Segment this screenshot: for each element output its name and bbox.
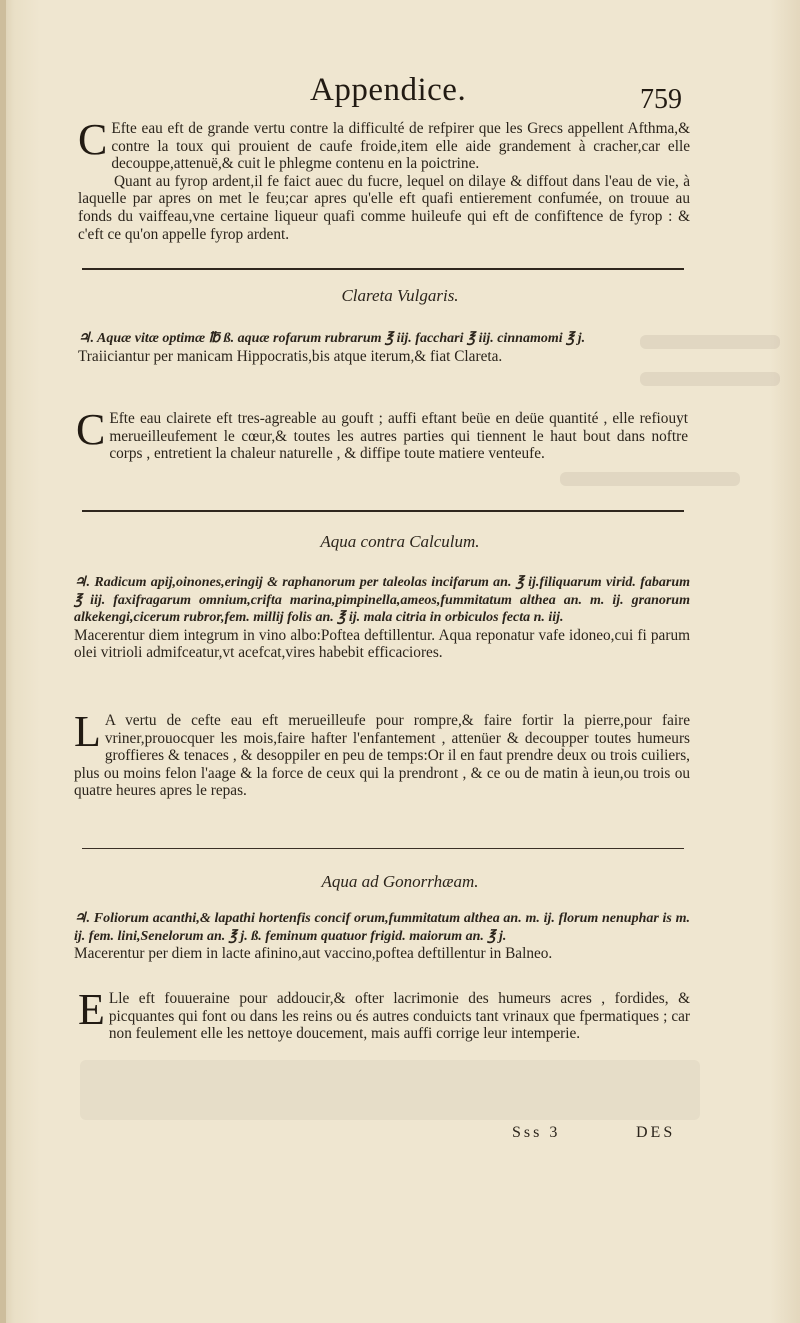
clareta-recipe: ♃. Aquæ vitæ optimæ ℔ ß. aquæ rofarum rubrarum ℥ iij. facchari ℥ iij. cinnamomi ℥ j. bbox=[78, 331, 586, 346]
calculum-instruction: Macerentur diem integrum in vino albo:Poftea deftillentur. Aqua reponatur vafe idoneo,cui fi parum olei vitrioli admifceatur,vt acefcat,vires habebit efficaciores. bbox=[74, 626, 690, 662]
calculum-dropcap: L bbox=[74, 707, 101, 756]
intro-section bbox=[78, 115, 690, 243]
calculum-paragraph bbox=[74, 707, 690, 800]
clareta-section bbox=[78, 330, 690, 365]
show-through-smudge bbox=[80, 1060, 700, 1120]
clareta-instruction: Traiiciantur per manicam Hippocratis,bis atque iterum,& fiat Clareta. bbox=[78, 347, 503, 365]
clareta-commentary bbox=[76, 405, 688, 463]
page-gutter-edge bbox=[0, 0, 6, 1323]
calculum-section bbox=[74, 574, 690, 662]
gonorrhaeam-commentary bbox=[78, 985, 690, 1043]
intro-paragraph-1 bbox=[78, 115, 690, 173]
clareta-paragraph bbox=[76, 405, 688, 463]
gonorrhaeam-recipe: ♃. Foliorum acanthi,& lapathi hortenfis concif orum,fummitatum althea an. m. ij. florum nenuphar is m. ij. fem. lini,Senelorum an. ℥ j. ß. feminum quatuor frigid. maiorum an. ℥ j. bbox=[74, 911, 690, 944]
show-through-smudge bbox=[560, 472, 740, 486]
calculum-paragraph-text: A vertu de cefte eau eft merueilleufe pour rompre,& faire fortir la pierre,pour faire vriner,prouocquer les mois,faire hafter l'enfantement , attenüer & decoupper toutes humeurs groffieres & tenaces , & desoppiler en peu de temps:Or il en faut prendre deux ou trois cuiliers, plus ou moins felon l'aage & la force de ceux qui la prendront , & ce ou de matin à ieun,ou trois ou quatre heures apres le repas. bbox=[74, 712, 690, 800]
section-divider-3 bbox=[82, 848, 684, 849]
section-divider-1 bbox=[82, 268, 684, 270]
show-through-smudge bbox=[640, 372, 780, 386]
gonorrhaeam-paragraph bbox=[78, 985, 690, 1043]
calculum-heading: Aqua contra Calculum. bbox=[320, 532, 480, 551]
clareta-paragraph-text: Efte eau clairete eft tres-agreable au gouft ; auffi eftant beüe en deüe quantité , elle refiouyt merueilleufement le cœur,& toutes les autres parties qui tiennent le haut bout dans noftre corps , entretient la chaleur naturelle , & diffipe toute matiere venteufe. bbox=[109, 410, 688, 463]
signature-mark: Sss 3 bbox=[512, 1124, 561, 1141]
intro-paragraph-2: Quant au fyrop ardent,il fe faict auec du fucre, lequel on dilaye & diffout dans l'eau de vie, à laquelle par apres on met le feu;car apres qu'elle eft quafi entierement confumée, on trouue au fonds du vaiffeau,vne certaine liqueur quafi comme huileufe qui eft de confiftence de fyrop : & c'eft ce qu'on appelle fyrop ardent. bbox=[78, 172, 690, 243]
running-title: Appendice. bbox=[310, 72, 467, 108]
gonorrhaeam-instruction: Macerentur per diem in lacte afinino,aut vaccino,poftea deftillentur in Balneo. bbox=[74, 945, 553, 963]
page-number: 759 bbox=[640, 84, 682, 115]
calculum-recipe: ♃. Radicum apij,oinones,eringij & raphanorum per taleolas incifarum an. ℥ ij.filiquarum virid. fabarum ℥ iij. faxifragarum omnium,crifta marina,pimpinella,ameos,fummitatum althea an. m. ij. granorum alkekengi,cicerum rubror,fem. millij folis an. ℥ ij. mala citria in orbiculos fecta n. iij. bbox=[74, 575, 690, 626]
gonorrhaeam-paragraph-text: Lle eft fouueraine pour addoucir,& ofter lacrimonie des humeurs acres , fordides, & picquantes qui font ou dans les reins ou és autres conduicts tant vrinaux que fpermatiques ; car non feulement elle les nettoye doucement, mais auffi corrige leur intemperie. bbox=[108, 990, 690, 1043]
gonorrhaeam-heading: Aqua ad Gonorrhæam. bbox=[321, 872, 479, 891]
clareta-heading: Clareta Vulgaris. bbox=[341, 286, 459, 305]
clareta-dropcap: C bbox=[76, 405, 106, 454]
calculum-commentary bbox=[74, 707, 690, 800]
show-through-smudge bbox=[640, 335, 780, 349]
gonorrhaeam-section bbox=[74, 910, 690, 963]
section-divider-2 bbox=[82, 510, 684, 512]
page-header bbox=[0, 72, 800, 122]
intro-paragraph-1-text: Efte eau eft de grande vertu contre la difficulté de refpirer que les Grecs appellent Afthma,& contre la toux qui prouient de caufe froide,item elle aide grandement à cracher,car elle decouppe,attenuë,& cuit le phlegme contenu en la poictrine. bbox=[111, 120, 690, 173]
catchword: DES bbox=[636, 1124, 676, 1141]
intro-dropcap: C bbox=[78, 115, 108, 164]
gonorrhaeam-dropcap: E bbox=[78, 985, 105, 1034]
